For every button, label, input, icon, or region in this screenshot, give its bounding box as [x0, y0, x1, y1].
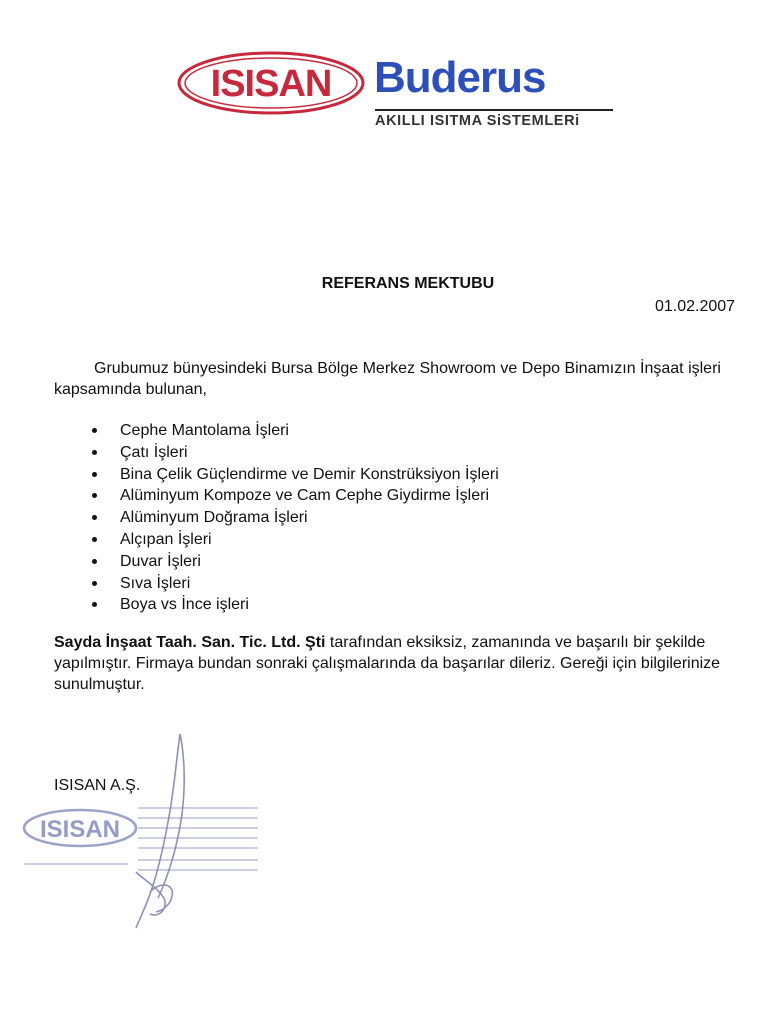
- buderus-logo: Buderus: [374, 53, 546, 102]
- letter-date: 01.02.2007: [655, 298, 736, 315]
- closing-paragraph: [54, 632, 734, 695]
- list-item: Alüminyum Kompoze ve Cam Cephe Giydirme İşleri: [92, 485, 499, 507]
- contractor-name: Sayda İnşaat Taah. San. Tic. Ltd. Şti: [54, 634, 326, 651]
- letterhead-divider: [375, 109, 613, 111]
- works-list: [92, 420, 499, 616]
- list-item: Boya vs İnce işleri: [92, 594, 499, 616]
- isisan-logo-text: ISISAN: [210, 63, 332, 105]
- intro-paragraph: Grubumuz bünyesindeki Bursa Bölge Merkez Showroom ve Depo Binamızın İnşaat işleri kapsamında bulunan,: [54, 360, 721, 398]
- stamp-logo-text: ISISAN: [39, 816, 121, 843]
- letterhead: [176, 50, 626, 140]
- list-item: Çatı İşleri: [92, 442, 499, 464]
- handwritten-signature: [136, 734, 184, 928]
- closing-text: tarafından eksiksiz, zamanında ve başarılı bir şekilde yapılmıştır. Firmaya bundan sonraki çalışmalarında da başarılar dileriz. Gereği için bilgilerinize sunulmuştur.: [54, 634, 721, 693]
- letter-title: REFERANS MEKTUBU: [321, 275, 495, 292]
- list-item: Duvar İşleri: [92, 551, 499, 573]
- company-stamp: [18, 722, 268, 942]
- list-item: Cephe Mantolama İşleri: [92, 420, 499, 442]
- list-item: Bina Çelik Güçlendirme ve Demir Konstrüksiyon İşleri: [92, 464, 499, 486]
- list-item: Sıva İşleri: [92, 573, 499, 595]
- isisan-logo: [176, 50, 366, 116]
- signature-company: ISISAN A.Ş.: [54, 777, 141, 794]
- list-item: Alçıpan İşleri: [92, 529, 499, 551]
- list-item: Alüminyum Doğrama İşleri: [92, 507, 499, 529]
- letterhead-tagline: AKILLI ISITMA SiSTEMLERi: [375, 113, 580, 129]
